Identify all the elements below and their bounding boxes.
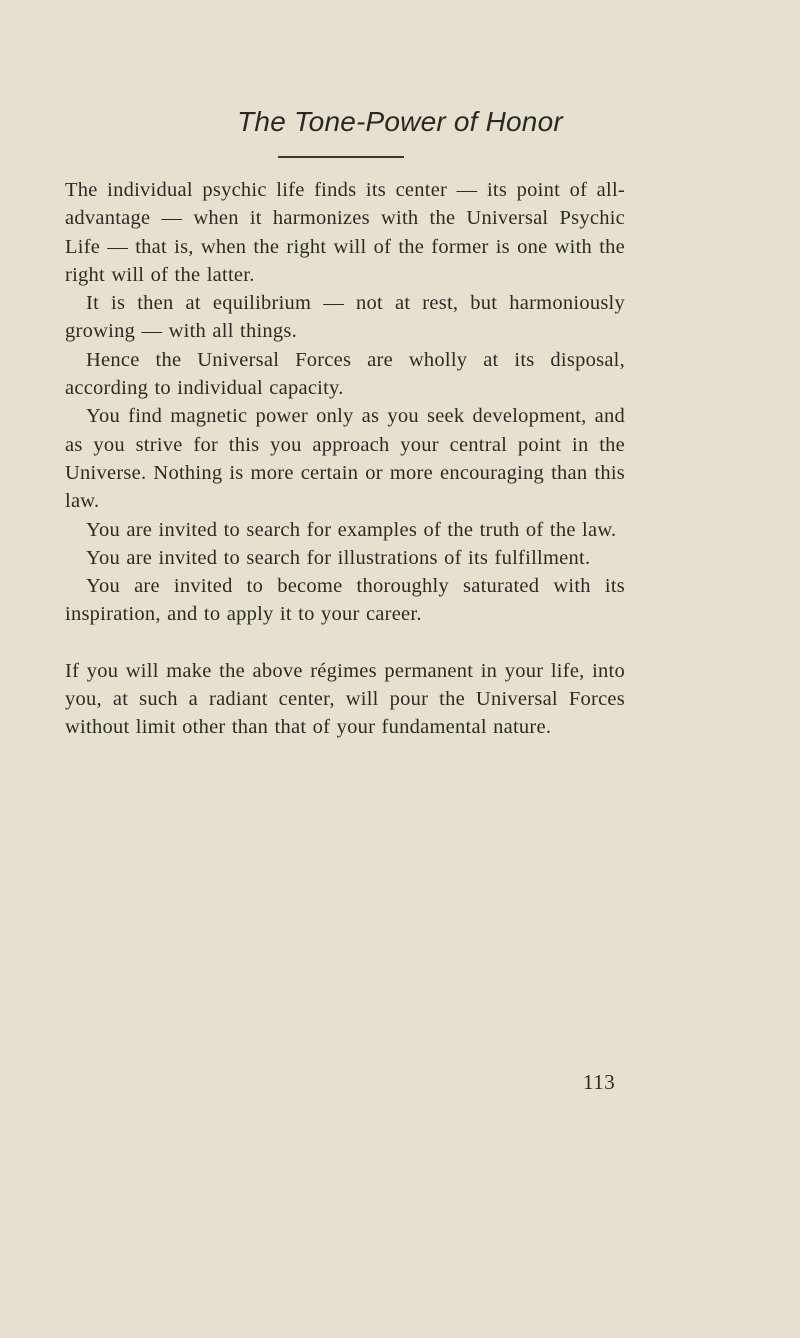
paragraph-6: You are invited to search for illustrations of its fulfillment. bbox=[86, 546, 591, 569]
paragraph-4: You find magnetic power only as you seek development, and as you strive for this you approach your central point in the Universe. Nothing is more certain or more encouraging than this law. bbox=[65, 405, 625, 513]
paragraph-2: It is then at equilibrium — not at rest, but harmoniously growing — with all things. bbox=[65, 292, 625, 343]
running-title: The Tone-Power of Honor bbox=[237, 106, 563, 137]
paragraph-8: If you will make the above régimes permanent in your life, into you, at such a radiant center, will pour the Universal Forces without limit other than that of your fundamental nature. bbox=[65, 659, 625, 739]
body-text bbox=[65, 176, 625, 742]
title-rule-divider bbox=[278, 156, 404, 158]
paragraph-7: You are invited to become thoroughly saturated with its inspiration, and to apply it to your career. bbox=[65, 575, 625, 626]
paragraph-5: You are invited to search for examples of the truth of the law. bbox=[86, 518, 617, 541]
page-number: 113 bbox=[583, 1070, 616, 1094]
paragraph-3: Hence the Universal Forces are wholly at its disposal, according to individual capacity. bbox=[65, 348, 625, 400]
paragraph-1: The individual psychic life finds its center — its point of all-advantage — when it harmonizes with the Universal Psychic Life — that is, when the right will of the former is one with the right will of the latter. bbox=[65, 179, 625, 286]
